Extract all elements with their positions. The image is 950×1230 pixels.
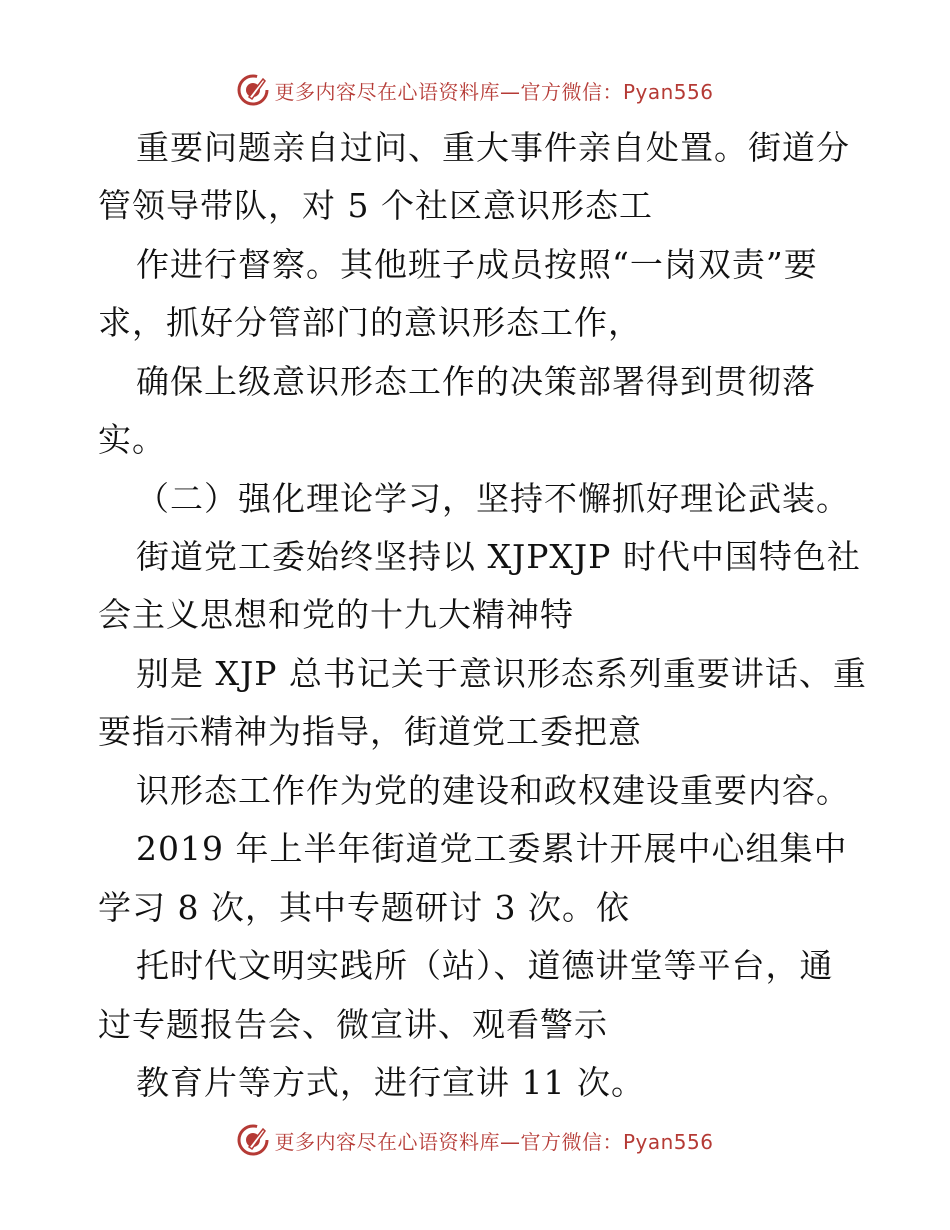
text-line: 会主义思想和党的十九大精神特 xyxy=(98,595,574,634)
section-heading: （二）强化理论学习，坚持不懈抓好理论武装。 xyxy=(136,479,850,518)
text-line: 识形态工作作为党的建设和政权建设重要内容。 xyxy=(136,771,850,810)
text-line: 求，抓好分管部门的意识形态工作， xyxy=(98,303,642,342)
text-line: 2019 年上半年街道党工委累计开展中心组集中 xyxy=(136,829,848,868)
text-line: 别是 XJP 总书记关于意识形态系列重要讲话、重 xyxy=(136,654,867,693)
watermark-footer xyxy=(0,1122,950,1158)
pen-circle-logo-icon xyxy=(236,1123,270,1157)
text-line: 确保上级意识形态工作的决策部署得到贯彻落 xyxy=(136,362,816,401)
text-line: 重要问题亲自过问、重大事件亲自处置。街道分 xyxy=(136,128,850,167)
text-line: 教育片等方式，进行宣讲 11 次。 xyxy=(136,1063,645,1102)
text-line: 托时代文明实践所（站）、道德讲堂等平台，通 xyxy=(136,946,834,985)
pen-circle-logo-icon xyxy=(236,73,270,107)
text-line: 学习 8 次，其中专题研讨 3 次。依 xyxy=(98,888,630,927)
watermark-header xyxy=(0,72,950,108)
text-line: 过专题报告会、微宣讲、观看警示 xyxy=(98,1005,608,1044)
text-line: 作进行督察。其他班子成员按照“一岗双责”要 xyxy=(136,245,818,284)
watermark-text: 更多内容尽在心语资料库—官方微信：Pyan556 xyxy=(274,79,714,104)
watermark-text: 更多内容尽在心语资料库—官方微信：Pyan556 xyxy=(274,1129,714,1154)
text-line: 实。 xyxy=(98,420,166,459)
text-line: 街道党工委始终坚持以 XJPXJP 时代中国特色社 xyxy=(136,537,861,576)
text-line: 管领导带队，对 5 个社区意识形态工 xyxy=(98,186,653,225)
text-line: 要指示精神为指导，街道党工委把意 xyxy=(98,712,642,751)
